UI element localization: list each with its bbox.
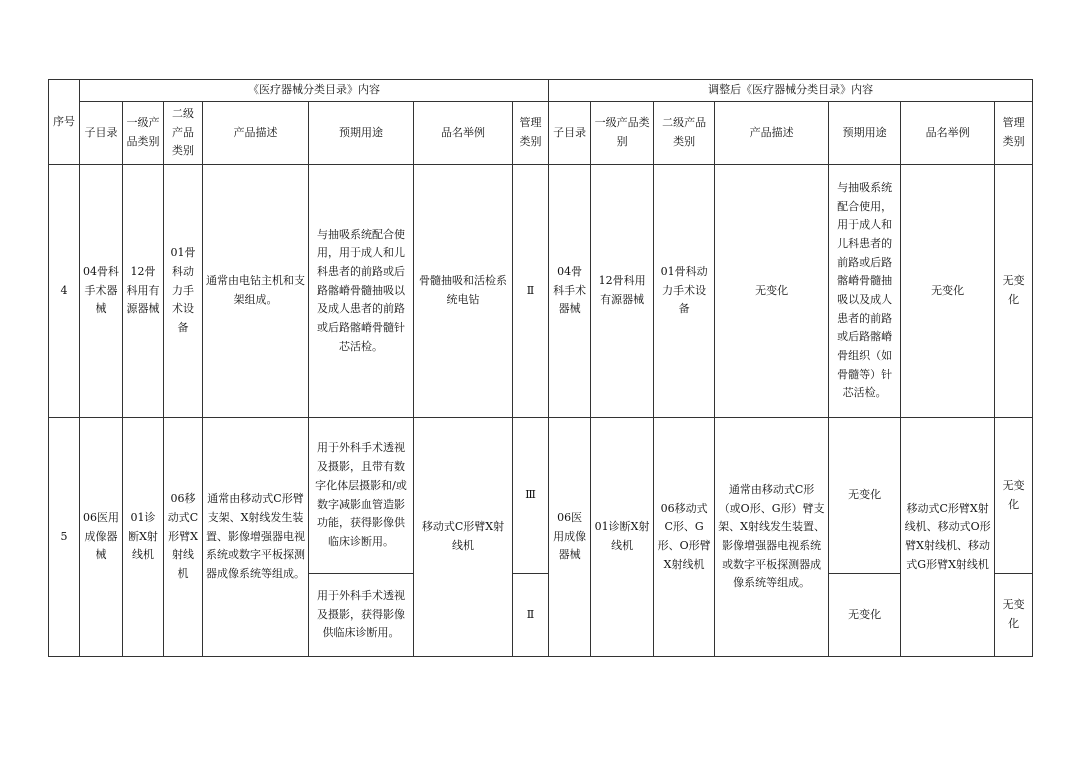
row5-orig-level1: 01诊断X射线机 — [123, 418, 164, 657]
row4-adj-examples: 无变化 — [901, 165, 995, 418]
header-adj-intended-use: 预期用途 — [829, 102, 901, 165]
header-orig-examples: 品名举例 — [414, 102, 513, 165]
row5-orig-description: 通常由移动式C形臂支架、X射线发生装置、影像增强器电视系统或数字平板探测器成像系统等组成。 — [203, 418, 309, 657]
row4-orig-class: Ⅱ — [513, 165, 549, 418]
row5-adj-level2: 06移动式C形、G形、O形臂X射线机 — [654, 418, 715, 657]
header-adj-description: 产品描述 — [715, 102, 829, 165]
section-title-original: 《医疗器械分类目录》内容 — [80, 80, 549, 102]
section-title-adjusted: 调整后《医疗器械分类目录》内容 — [549, 80, 1033, 102]
row5-adj-class-b: 无变化 — [995, 574, 1033, 657]
header-adj-class: 管理类别 — [995, 102, 1033, 165]
table-row — [49, 165, 1033, 418]
header-adj-level1: 一级产品类别 — [591, 102, 654, 165]
row5-adj-intended-use-b: 无变化 — [829, 574, 901, 657]
row5-orig-intended-use-b: 用于外科手术透视及摄影，获得影像供临床诊断用。 — [309, 574, 414, 657]
header-orig-intended-use: 预期用途 — [309, 102, 414, 165]
row5-adj-intended-use-a: 无变化 — [829, 418, 901, 574]
column-header-row — [49, 102, 1033, 165]
row5-orig-level2: 06移动式C形臂X射线机 — [164, 418, 203, 657]
table-row — [49, 418, 1033, 574]
row5-orig-subdirectory: 06医用成像器械 — [80, 418, 123, 657]
row4-orig-intended-use: 与抽吸系统配合使用，用于成人和儿科患者的前路或后路髂嵴骨髓抽吸以及成人患者的前路或后路髂嵴骨髓针芯活检。 — [309, 165, 414, 418]
row5-orig-intended-use-a: 用于外科手术透视及摄影，且带有数字化体层摄影和/或数字减影血管造影功能，获得影像供临床诊断用。 — [309, 418, 414, 574]
row4-orig-level1: 12骨科用有源器械 — [123, 165, 164, 418]
header-orig-level2: 二级产品类别 — [164, 102, 203, 165]
row4-adj-class: 无变化 — [995, 165, 1033, 418]
row4-orig-subdirectory: 04骨科手术器械 — [80, 165, 123, 418]
row5-orig-class-a: Ⅲ — [513, 418, 549, 574]
row4-orig-level2: 01骨科动力手术设备 — [164, 165, 203, 418]
row5-adj-examples: 移动式C形臂X射线机、移动式O形臂X射线机、移动式G形臂X射线机 — [901, 418, 995, 657]
row5-adj-description: 通常由移动式C形（或O形、G形）臂支架、X射线发生装置、影像增强器电视系统或数字平板探测器成像系统等组成。 — [715, 418, 829, 657]
row4-orig-examples: 骨髓抽吸和活检系统电钻 — [414, 165, 513, 418]
row5-adj-class-a: 无变化 — [995, 418, 1033, 574]
header-adj-level2: 二级产品类别 — [654, 102, 715, 165]
classification-catalog-table — [48, 79, 1033, 657]
row4-orig-description: 通常由电钻主机和支架组成。 — [203, 165, 309, 418]
header-orig-description: 产品描述 — [203, 102, 309, 165]
row4-adj-level2: 01骨科动力手术设备 — [654, 165, 715, 418]
row5-adj-subdirectory: 06医用成像器械 — [549, 418, 591, 657]
row4-seq: 4 — [49, 165, 80, 418]
header-orig-class: 管理类别 — [513, 102, 549, 165]
row5-adj-level1: 01诊断X射线机 — [591, 418, 654, 657]
row4-adj-description: 无变化 — [715, 165, 829, 418]
header-orig-level1: 一级产品类别 — [123, 102, 164, 165]
row4-adj-intended-use: 与抽吸系统配合使用，用于成人和儿科患者的前路或后路髂嵴骨髓抽吸以及成人患者的前路或后路髂嵴骨组织（如骨髓等）针芯活检。 — [829, 165, 901, 418]
header-adj-subdirectory: 子目录 — [549, 102, 591, 165]
header-seq: 序号 — [49, 80, 80, 165]
row5-orig-examples: 移动式C形臂X射线机 — [414, 418, 513, 657]
header-orig-subdirectory: 子目录 — [80, 102, 123, 165]
row5-seq: 5 — [49, 418, 80, 657]
section-header-row — [49, 80, 1033, 102]
header-adj-examples: 品名举例 — [901, 102, 995, 165]
row4-adj-subdirectory: 04骨科手术器械 — [549, 165, 591, 418]
row4-adj-level1: 12骨科用有源器械 — [591, 165, 654, 418]
row5-orig-class-b: Ⅱ — [513, 574, 549, 657]
